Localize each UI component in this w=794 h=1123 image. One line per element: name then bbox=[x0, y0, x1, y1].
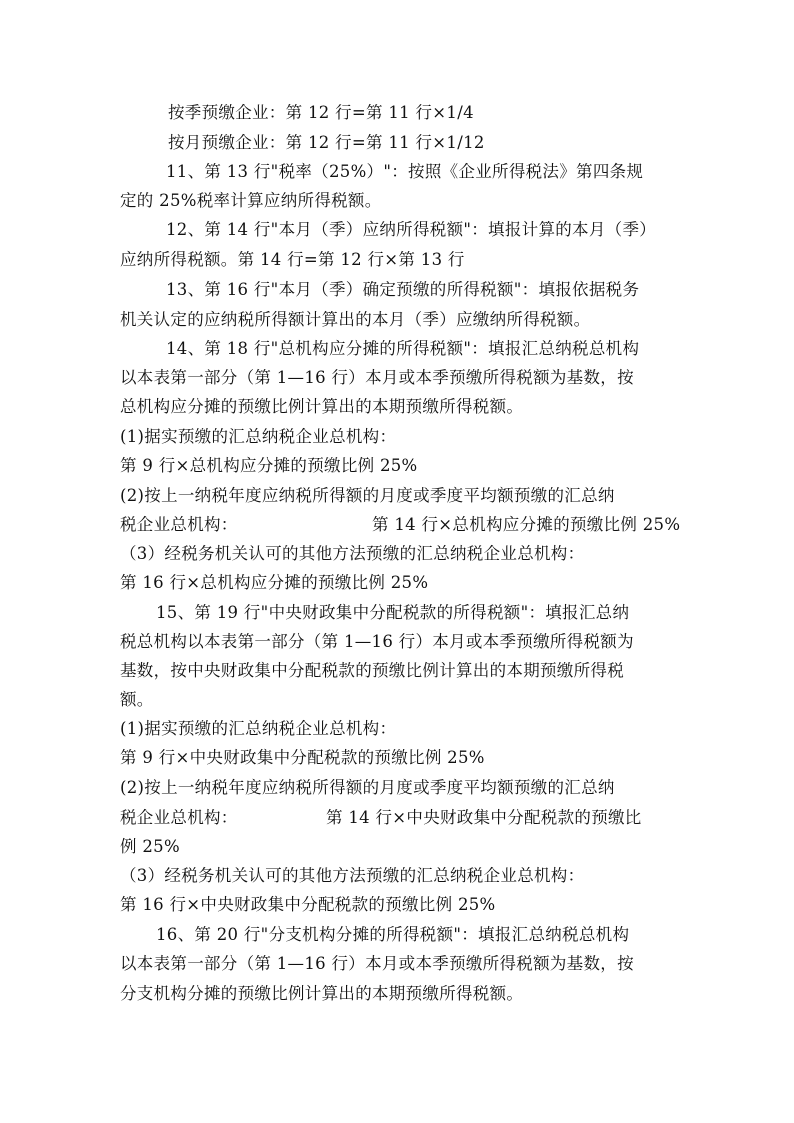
text-line: 12、第 14 行"本月（季）应纳所得税额"：填报计算的本月（季） bbox=[166, 220, 657, 239]
text-line: (2)按上一纳税年度应纳税所得额的月度或季度平均额预缴的汇总纳 bbox=[120, 486, 615, 505]
text-line: 以本表第一部分（第 1—16 行）本月或本季预缴所得税额为基数，按 bbox=[120, 368, 634, 387]
text-line: 例 25% bbox=[120, 837, 180, 856]
text-line: (1)据实预缴的汇总纳税企业总机构： bbox=[120, 427, 397, 446]
text-line: 第 14 行×中央财政集中分配税款的预缴比 bbox=[326, 808, 642, 827]
text-line: 第 16 行×中央财政集中分配税款的预缴比例 25% bbox=[120, 895, 496, 914]
text-line: 分支机构分摊的预缴比例计算出的本期预缴所得税额。 bbox=[120, 984, 524, 1003]
text-line: 11、第 13 行"税率（25%）"：按照《企业所得税法》第四条规 bbox=[166, 162, 644, 181]
text-line: 额。 bbox=[120, 690, 154, 709]
text-line: 税总机构以本表第一部分（第 1—16 行）本月或本季预缴所得税额为 bbox=[120, 632, 634, 651]
text-line: 定的 25%税率计算应纳所得税额。 bbox=[120, 191, 382, 210]
text-line: 总机构应分摊的预缴比例计算出的本期预缴所得税额。 bbox=[120, 397, 524, 416]
text-line: 税企业总机构： bbox=[120, 515, 238, 534]
text-line: 15、第 19 行"中央财政集中分配税款的所得税额"：填报汇总纳 bbox=[156, 603, 630, 622]
text-line: 基数，按中央财政集中分配税款的预缴比例计算出的本期预缴所得税 bbox=[120, 661, 624, 680]
text-line: 按季预缴企业：第 12 行=第 11 行×1/4 bbox=[168, 103, 474, 122]
text-line: 第 9 行×中央财政集中分配税款的预缴比例 25% bbox=[120, 748, 485, 767]
text-line: 税企业总机构： bbox=[120, 808, 238, 827]
text-line: 以本表第一部分（第 1—16 行）本月或本季预缴所得税额为基数，按 bbox=[120, 954, 634, 973]
text-line: 机关认定的应纳税所得额计算出的本月（季）应缴纳所得税额。 bbox=[120, 310, 591, 329]
text-line: 14、第 18 行"总机构应分摊的所得税额"：填报汇总纳税总机构 bbox=[166, 339, 640, 358]
text-line: 第 9 行×总机构应分摊的预缴比例 25% bbox=[120, 456, 418, 475]
text-line: 第 14 行×总机构应分摊的预缴比例 25% bbox=[372, 515, 681, 534]
text-line: 16、第 20 行"分支机构分摊的所得税额"：填报汇总纳税总机构 bbox=[156, 925, 630, 944]
text-line: 按月预缴企业：第 12 行=第 11 行×1/12 bbox=[168, 133, 485, 152]
text-line: (2)按上一纳税年度应纳税所得额的月度或季度平均额预缴的汇总纳 bbox=[120, 778, 615, 797]
text-line: （3）经税务机关认可的其他方法预缴的汇总纳税企业总机构： bbox=[120, 544, 585, 563]
text-line: 13、第 16 行"本月（季）确定预缴的所得税额"：填报依据税务 bbox=[166, 280, 640, 299]
text-line: （3）经税务机关认可的其他方法预缴的汇总纳税企业总机构： bbox=[120, 866, 585, 885]
text-line: 第 16 行×总机构应分摊的预缴比例 25% bbox=[120, 573, 429, 592]
text-line: 应纳所得税额。第 14 行=第 12 行×第 13 行 bbox=[120, 250, 465, 269]
text-line: (1)据实预缴的汇总纳税企业总机构： bbox=[120, 719, 397, 738]
